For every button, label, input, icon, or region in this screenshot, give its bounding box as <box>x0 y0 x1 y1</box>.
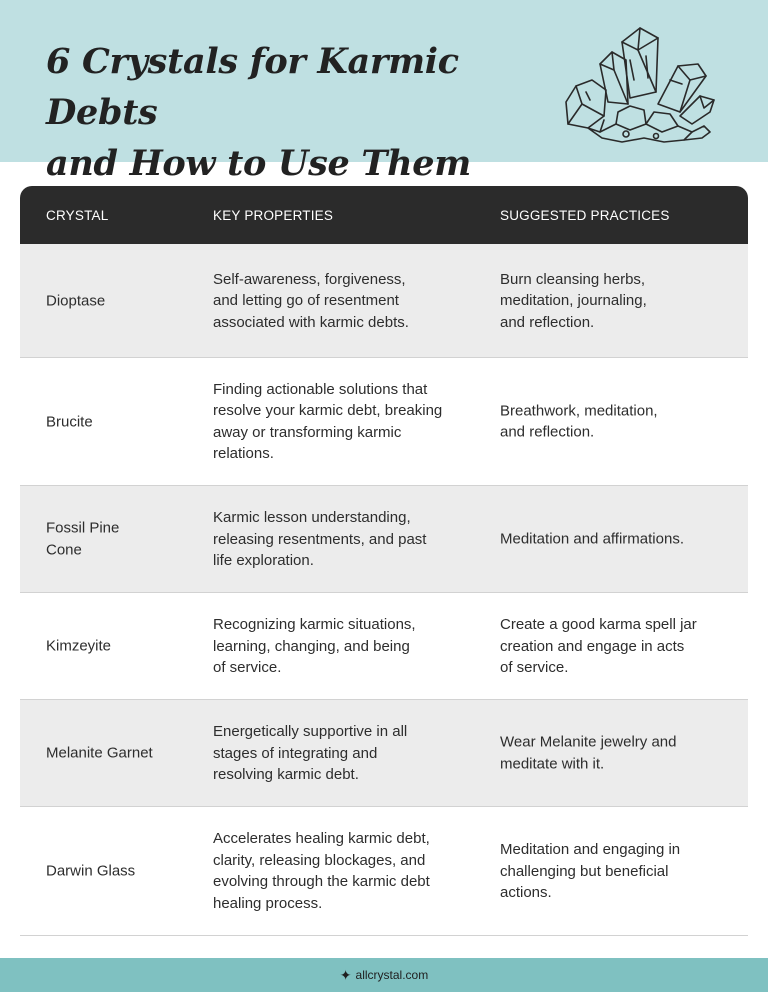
sparkle-icon: ✦ <box>339 966 352 983</box>
column-header-crystal: CRYSTAL <box>46 207 109 223</box>
column-header-suggested-practices: SUGGESTED PRACTICES <box>500 207 670 223</box>
key-properties: Self-awareness, forgiveness, and letting go of resentment associated with karmic debts. <box>213 270 409 331</box>
table-row <box>20 358 748 486</box>
suggested-practices: Burn cleansing herbs, meditation, journaling, and reflection. <box>500 270 647 331</box>
column-header-key-properties: KEY PROPERTIES <box>213 207 334 223</box>
crystals-table <box>20 186 748 936</box>
table-row <box>20 593 748 700</box>
table-header <box>20 186 748 244</box>
key-properties: Accelerates healing karmic debt, clarity, releasing blockages, and evolving through the karmic debt healing process. <box>213 830 430 912</box>
table-row <box>20 486 748 593</box>
site-link[interactable]: allcrystal.com <box>355 968 429 982</box>
key-properties: Energetically supportive in all stages of integrating and resolving karmic debt. <box>213 722 408 783</box>
table-row <box>20 244 748 358</box>
crystal-name: Brucite <box>46 412 93 430</box>
suggested-practices: Wear Melanite jewelry and meditate with it. <box>500 733 677 772</box>
suggested-practices: Create a good karma spell jar creation and engage in acts of service. <box>500 615 697 676</box>
header-banner <box>0 0 768 184</box>
footer-bar <box>0 958 768 992</box>
crystal-name: Fossil Pine Cone <box>46 519 120 558</box>
suggested-practices: Breathwork, meditation, and reflection. <box>500 402 658 441</box>
crystal-name: Melanite Garnet <box>46 744 153 762</box>
crystal-name: Kimzeyite <box>46 637 112 655</box>
crystal-cluster-icon <box>560 20 720 145</box>
suggested-practices: Meditation and affirmations. <box>500 530 684 548</box>
crystal-name: Dioptase <box>46 291 106 309</box>
suggested-practices: Meditation and engaging in challenging but beneficial actions. <box>500 840 681 901</box>
key-properties: Recognizing karmic situations, learning, changing, and being of service. <box>213 615 416 676</box>
key-properties: Karmic lesson understanding, releasing resentments, and past life exploration. <box>213 508 427 569</box>
page-title: 6 Crystals for Karmic Debts and How to Use Them <box>46 41 471 184</box>
table-row <box>20 807 748 936</box>
table-row <box>20 700 748 807</box>
crystal-name: Darwin Glass <box>46 862 136 880</box>
key-properties: Finding actionable solutions that resolve your karmic debt, breaking away or transforming karmic relations. <box>213 380 443 462</box>
